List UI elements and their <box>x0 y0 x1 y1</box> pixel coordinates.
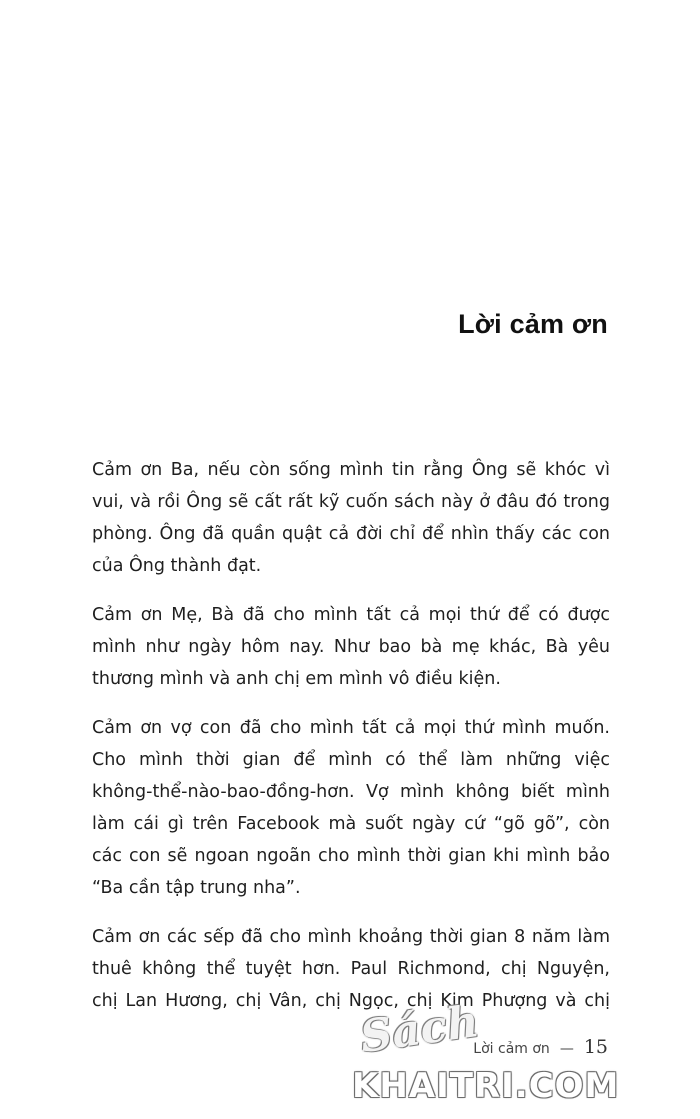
text-line: các con sẽ ngoan ngoãn cho mình thời gian khi mình bảo <box>92 846 610 866</box>
text-line: thuê không thể tuyệt hơn. Paul Richmond, chị Nguyện, <box>92 959 610 979</box>
body-text <box>92 454 610 1034</box>
text-line: Cảm ơn các sếp đã cho mình khoảng thời gian 8 năm làm <box>92 927 610 947</box>
text-line: thương mình và anh chị em mình vô điều kiện. <box>92 669 501 689</box>
paragraph <box>92 712 610 904</box>
text-line: Cảm ơn Ba, nếu còn sống mình tin rằng Ông sẽ khóc vì <box>92 460 610 480</box>
text-line: mình như ngày hôm nay. Như bao bà mẹ khác, Bà yêu <box>92 637 610 657</box>
page-number: 15 <box>583 1036 608 1058</box>
text-line: Cảm ơn vợ con đã cho mình tất cả mọi thứ mình muốn. <box>92 718 610 738</box>
footer-dash: — <box>559 1041 574 1057</box>
paragraph <box>92 599 610 695</box>
watermark-script: Sách <box>357 995 483 1064</box>
page-title: Lời cảm ơn <box>458 309 608 339</box>
text-line: “Ba cần tập trung nha”. <box>92 878 301 898</box>
running-title: Lời cảm ơn <box>473 1041 550 1057</box>
watermark-site: KHAITRI.COM <box>352 1066 620 1106</box>
text-line: phòng. Ông đã quần quật cả đời chỉ để nhìn thấy các con <box>92 524 610 544</box>
page-footer <box>473 1036 608 1058</box>
text-line: của Ông thành đạt. <box>92 556 262 576</box>
text-line: làm cái gì trên Facebook mà suốt ngày cứ “gõ gõ”, còn <box>92 814 610 834</box>
text-line: vui, và rồi Ông sẽ cất rất kỹ cuốn sách này ở đâu đó trong <box>92 492 610 512</box>
paragraph <box>92 921 610 1017</box>
text-line: Cảm ơn Mẹ, Bà đã cho mình tất cả mọi thứ để có được <box>92 605 610 625</box>
text-line: không-thể-nào-bao-đồng-hơn. Vợ mình không biết mình <box>92 782 610 802</box>
text-line: Cho mình thời gian để mình có thể làm những việc <box>92 750 610 770</box>
paragraph <box>92 454 610 582</box>
text-line: chị Lan Hương, chị Vân, chị Ngọc, chị Kim Phượng và chị <box>92 991 610 1011</box>
